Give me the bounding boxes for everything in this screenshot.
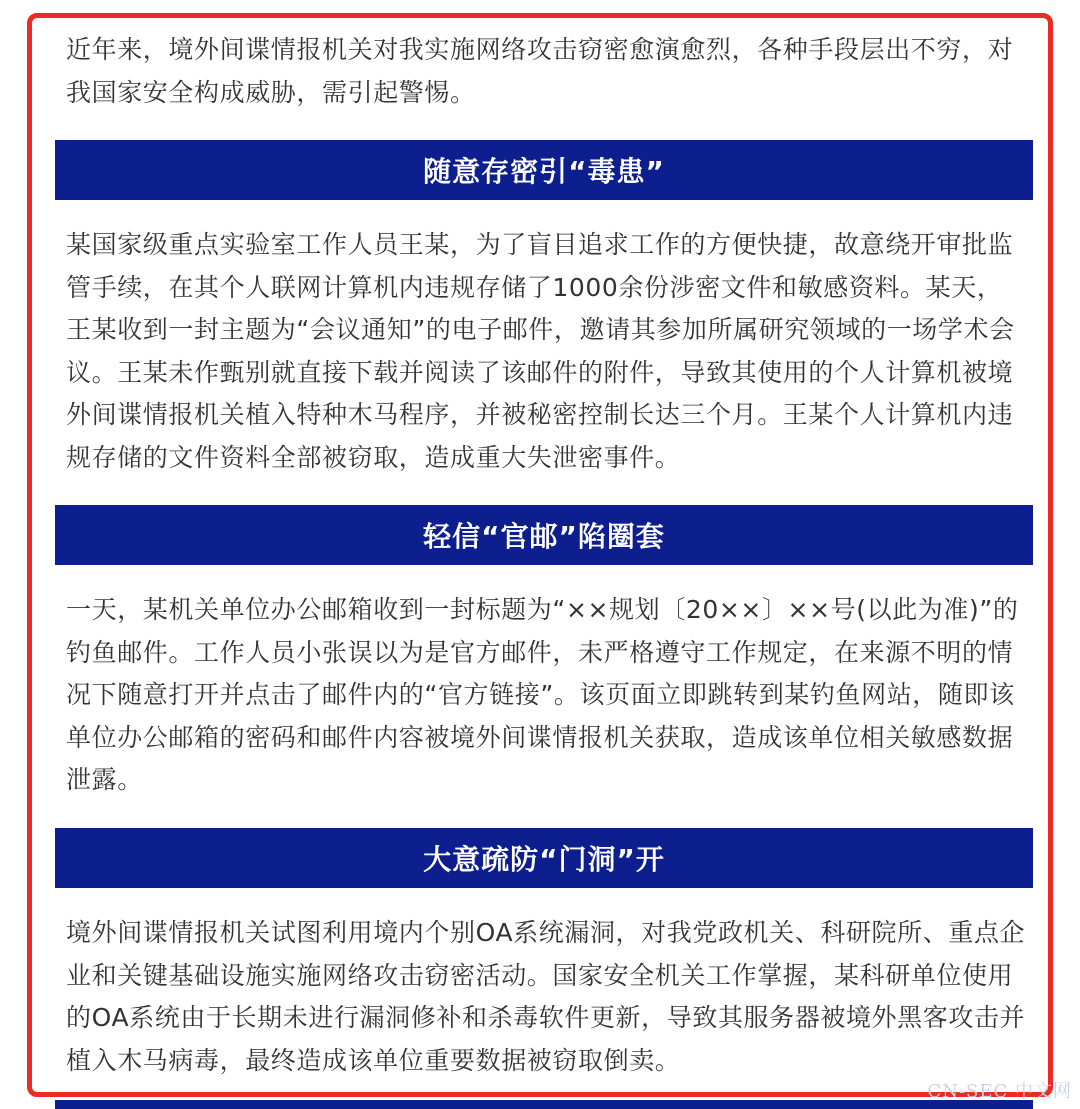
section-body-oa-vulnerability: 境外间谍情报机关试图利用境内个别OA系统漏洞，对我党政机关、科研院所、重点企业和关键基础设施实施网络攻击窃密活动。国家安全机关工作掌握，某科研单位使用的OA系统由于长期未进行漏洞修补和杀毒软件更新，导致其服务器被境外黑客攻击并植入木马病毒，最终造成该单位重要数据被窃取倒卖。 [66,918,1026,1075]
section-heading-official-mail: 轻信“官邮”陷圈套 [55,505,1033,565]
section-heading-storage: 随意存密引“毒患” [55,140,1033,200]
intro-paragraph: 近年来，境外间谍情报机关对我实施网络攻击窃密愈演愈烈，各种手段层出不穷，对我国家安全构成威胁，需引起警惕。 [66,35,1014,107]
bottom-heading-bar [55,1100,1033,1109]
watermark: CN-SEC 中文网 [927,1081,1072,1102]
section-body-storage: 某国家级重点实验室工作人员王某，为了盲目追求工作的方便快捷，故意绕开审批监管手续，在其个人联网计算机内违规存储了1000余份涉密文件和敏感资料。某天，王某收到一封主题为“会议通知”的电子邮件，邀请其参加所属研究领域的一场学术会议。王某未作甄别就直接下载并阅读了该邮件的附件，导致其使用的个人计算机被境外间谍情报机关植入特种木马程序，并被秘密控制长达三个月。王某个人计算机内违规存储的文件资料全部被窃取，造成重大失泄密事件。 [66,230,1015,472]
section-heading-oa-vulnerability: 大意疏防“门洞”开 [55,828,1033,888]
section-body-official-mail: 一天，某机关单位办公邮箱收到一封标题为“××规划〔20××〕××号(以此为准)”的钓鱼邮件。工作人员小张误以为是官方邮件，未严格遵守工作规定，在来源不明的情况下随意打开并点击了邮件内的“官方链接”。该页面立即跳转到某钓鱼网站，随即该单位办公邮箱的密码和邮件内容被境外间谍情报机关获取，造成该单位相关敏感数据泄露。 [66,595,1019,794]
